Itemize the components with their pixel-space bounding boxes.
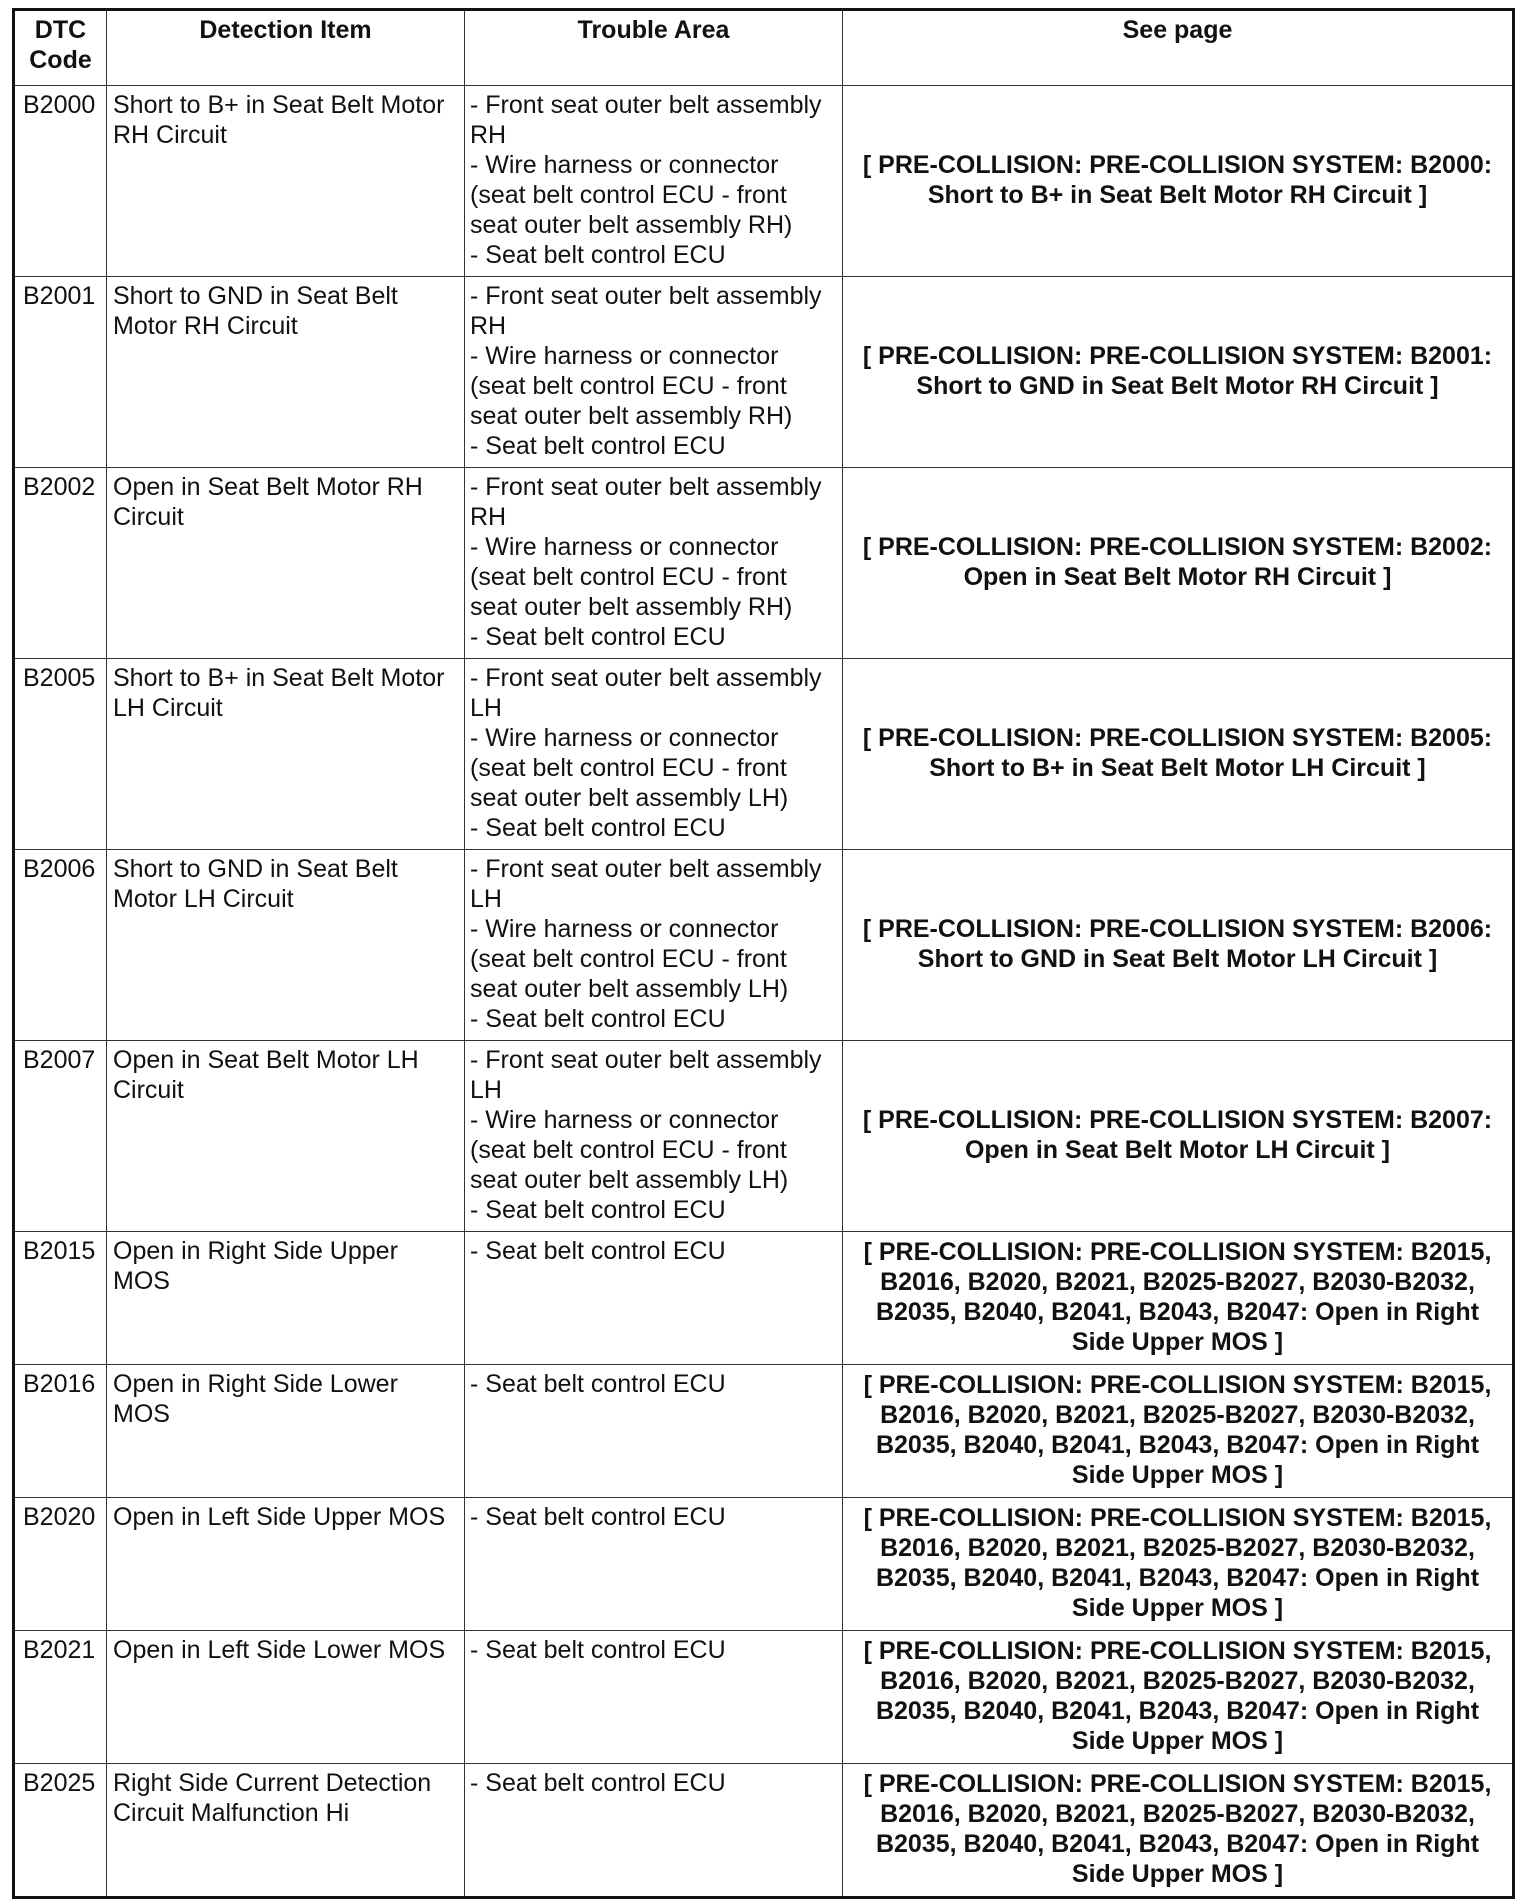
trouble-area-line: - Seat belt control ECU xyxy=(470,432,726,460)
dtc-code-cell: B2000 xyxy=(14,86,107,277)
trouble-area-cell xyxy=(465,1631,843,1764)
detection-item-cell: Open in Right Side Lower MOS xyxy=(107,1365,465,1498)
header-detection-item: Detection Item xyxy=(107,10,465,86)
trouble-area-line: - Front seat outer belt assembly RH xyxy=(470,282,822,340)
trouble-area-line: - Seat belt control ECU xyxy=(470,1503,726,1531)
trouble-area-cell xyxy=(465,1232,843,1365)
dtc-code-cell: B2005 xyxy=(14,659,107,850)
see-page-link[interactable]: [ PRE-COLLISION: PRE-COLLISION SYSTEM: B2015, B2016, B2020, B2021, B2025-B2027, B2030-B2032, B2035, B2040, B2041, B2043, B2047: Open in Right Side Upper MOS ] xyxy=(843,1764,1514,1898)
trouble-area-line: - Seat belt control ECU xyxy=(470,1370,726,1398)
see-page-link[interactable]: [ PRE-COLLISION: PRE-COLLISION SYSTEM: B2001: Short to GND in Seat Belt Motor RH Circuit ] xyxy=(843,277,1514,468)
trouble-area-line: - Seat belt control ECU xyxy=(470,1237,726,1265)
detection-item-cell: Open in Seat Belt Motor RH Circuit xyxy=(107,468,465,659)
see-page-link[interactable]: [ PRE-COLLISION: PRE-COLLISION SYSTEM: B2000: Short to B+ in Seat Belt Motor RH Circuit ] xyxy=(843,86,1514,277)
trouble-area-line: - Seat belt control ECU xyxy=(470,1196,726,1224)
trouble-area-cell xyxy=(465,1365,843,1498)
trouble-area-line: - Front seat outer belt assembly LH xyxy=(470,855,822,913)
trouble-area-line: - Front seat outer belt assembly RH xyxy=(470,91,822,149)
trouble-area-line: - Seat belt control ECU xyxy=(470,1636,726,1664)
trouble-area-line: - Front seat outer belt assembly LH xyxy=(470,1046,822,1104)
trouble-area-line: - Seat belt control ECU xyxy=(470,1769,726,1797)
table-row xyxy=(14,468,1514,659)
dtc-code-cell: B2006 xyxy=(14,850,107,1041)
see-page-link[interactable]: [ PRE-COLLISION: PRE-COLLISION SYSTEM: B2015, B2016, B2020, B2021, B2025-B2027, B2030-B2032, B2035, B2040, B2041, B2043, B2047: Open in Right Side Upper MOS ] xyxy=(843,1365,1514,1498)
dtc-code-cell: B2015 xyxy=(14,1232,107,1365)
table-row xyxy=(14,86,1514,277)
table-row xyxy=(14,1365,1514,1498)
table-row xyxy=(14,1232,1514,1365)
header-see-page: See page xyxy=(843,10,1514,86)
see-page-link[interactable]: [ PRE-COLLISION: PRE-COLLISION SYSTEM: B2006: Short to GND in Seat Belt Motor LH Circuit ] xyxy=(843,850,1514,1041)
see-page-link[interactable]: [ PRE-COLLISION: PRE-COLLISION SYSTEM: B2015, B2016, B2020, B2021, B2025-B2027, B2030-B2032, B2035, B2040, B2041, B2043, B2047: Open in Right Side Upper MOS ] xyxy=(843,1498,1514,1631)
detection-item-cell: Short to GND in Seat Belt Motor LH Circuit xyxy=(107,850,465,1041)
trouble-area-cell xyxy=(465,277,843,468)
trouble-area-line: - Seat belt control ECU xyxy=(470,623,726,651)
trouble-area-cell xyxy=(465,850,843,1041)
trouble-area-line: - Wire harness or connector (seat belt control ECU - front seat outer belt assembly LH) xyxy=(470,1106,789,1194)
table-row xyxy=(14,1764,1514,1898)
dtc-code-cell: B2016 xyxy=(14,1365,107,1498)
see-page-link[interactable]: [ PRE-COLLISION: PRE-COLLISION SYSTEM: B2015, B2016, B2020, B2021, B2025-B2027, B2030-B2032, B2035, B2040, B2041, B2043, B2047: Open in Right Side Upper MOS ] xyxy=(843,1232,1514,1365)
table-row xyxy=(14,277,1514,468)
trouble-area-cell xyxy=(465,86,843,277)
detection-item-cell: Short to GND in Seat Belt Motor RH Circuit xyxy=(107,277,465,468)
table-row xyxy=(14,1041,1514,1232)
table-row xyxy=(14,659,1514,850)
trouble-area-line: - Seat belt control ECU xyxy=(470,814,726,842)
see-page-link[interactable]: [ PRE-COLLISION: PRE-COLLISION SYSTEM: B2002: Open in Seat Belt Motor RH Circuit ] xyxy=(843,468,1514,659)
detection-item-cell: Open in Left Side Upper MOS xyxy=(107,1498,465,1631)
detection-item-cell: Open in Right Side Upper MOS xyxy=(107,1232,465,1365)
trouble-area-line: - Front seat outer belt assembly RH xyxy=(470,473,822,531)
detection-item-cell: Open in Seat Belt Motor LH Circuit xyxy=(107,1041,465,1232)
dtc-code-cell: B2002 xyxy=(14,468,107,659)
header-dtc-code: DTC Code xyxy=(14,10,107,86)
detection-item-cell: Short to B+ in Seat Belt Motor RH Circuit xyxy=(107,86,465,277)
table-row xyxy=(14,1631,1514,1764)
trouble-area-cell xyxy=(465,1498,843,1631)
dtc-code-cell: B2025 xyxy=(14,1764,107,1898)
trouble-area-line: - Wire harness or connector (seat belt control ECU - front seat outer belt assembly RH) xyxy=(470,342,793,430)
trouble-area-line: - Wire harness or connector (seat belt control ECU - front seat outer belt assembly RH) xyxy=(470,533,793,621)
dtc-code-cell: B2021 xyxy=(14,1631,107,1764)
detection-item-cell: Right Side Current Detection Circuit Malfunction Hi xyxy=(107,1764,465,1898)
header-trouble-area: Trouble Area xyxy=(465,10,843,86)
detection-item-cell: Short to B+ in Seat Belt Motor LH Circuit xyxy=(107,659,465,850)
dtc-table xyxy=(12,8,1515,1899)
trouble-area-cell xyxy=(465,468,843,659)
trouble-area-cell xyxy=(465,1041,843,1232)
header-row xyxy=(14,10,1514,86)
trouble-area-line: - Wire harness or connector (seat belt control ECU - front seat outer belt assembly LH) xyxy=(470,724,789,812)
detection-item-cell: Open in Left Side Lower MOS xyxy=(107,1631,465,1764)
trouble-area-line: - Front seat outer belt assembly LH xyxy=(470,664,822,722)
see-page-link[interactable]: [ PRE-COLLISION: PRE-COLLISION SYSTEM: B2005: Short to B+ in Seat Belt Motor LH Circuit ] xyxy=(843,659,1514,850)
dtc-code-cell: B2007 xyxy=(14,1041,107,1232)
trouble-area-cell xyxy=(465,1764,843,1898)
trouble-area-line: - Wire harness or connector (seat belt control ECU - front seat outer belt assembly RH) xyxy=(470,151,793,239)
table-row xyxy=(14,850,1514,1041)
see-page-link[interactable]: [ PRE-COLLISION: PRE-COLLISION SYSTEM: B2007: Open in Seat Belt Motor LH Circuit ] xyxy=(843,1041,1514,1232)
trouble-area-cell xyxy=(465,659,843,850)
see-page-link[interactable]: [ PRE-COLLISION: PRE-COLLISION SYSTEM: B2015, B2016, B2020, B2021, B2025-B2027, B2030-B2032, B2035, B2040, B2041, B2043, B2047: Open in Right Side Upper MOS ] xyxy=(843,1631,1514,1764)
trouble-area-line: - Wire harness or connector (seat belt control ECU - front seat outer belt assembly LH) xyxy=(470,915,789,1003)
dtc-code-cell: B2001 xyxy=(14,277,107,468)
table-row xyxy=(14,1498,1514,1631)
trouble-area-line: - Seat belt control ECU xyxy=(470,1005,726,1033)
dtc-code-cell: B2020 xyxy=(14,1498,107,1631)
trouble-area-line: - Seat belt control ECU xyxy=(470,241,726,269)
